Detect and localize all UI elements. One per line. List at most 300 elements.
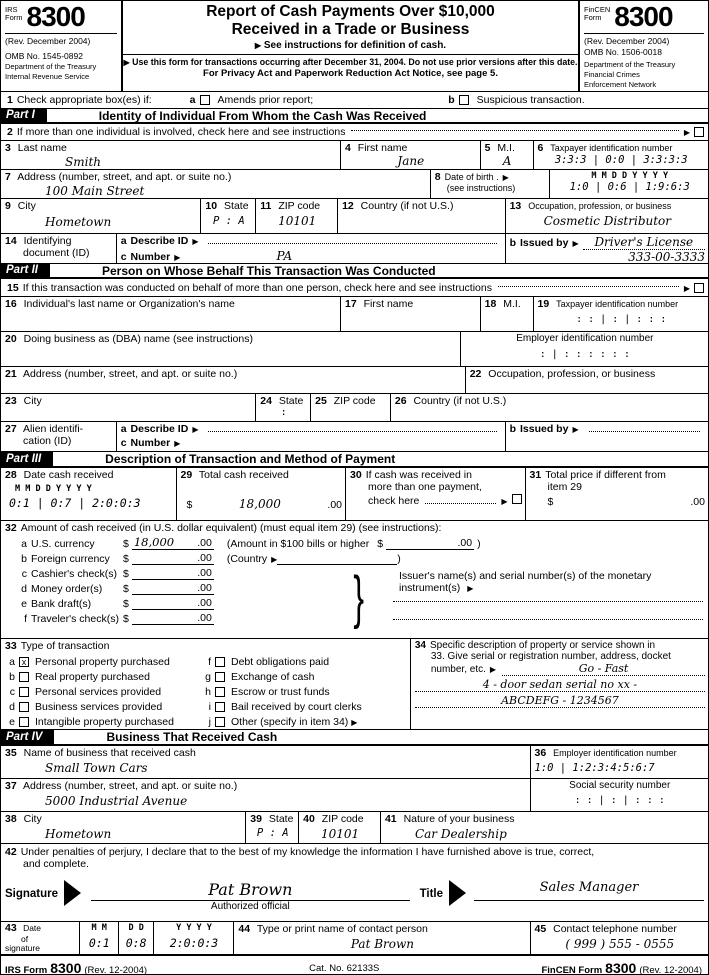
alien-describe-id-field[interactable] xyxy=(208,431,496,432)
line1a-letter: a xyxy=(189,94,196,106)
cents-label: .00 xyxy=(197,552,212,564)
line14b-letter: b xyxy=(509,237,516,249)
debt-obligations-checkbox[interactable] xyxy=(215,657,225,667)
part2-tag: Part II xyxy=(1,264,50,277)
business-name-cell xyxy=(1,746,530,778)
signature-date-dd[interactable]: 0:8 xyxy=(125,936,147,950)
signature-value[interactable]: Pat Brown xyxy=(91,880,410,901)
line10-number: 10 xyxy=(205,200,218,212)
arrow-icon xyxy=(351,716,357,728)
nature-of-business-label: Nature of your business xyxy=(403,813,515,825)
dba-cell xyxy=(1,332,460,366)
row-line-42-signature xyxy=(1,843,708,921)
line14c-letter: c xyxy=(120,251,127,263)
business-ssn-label: Social security number xyxy=(569,780,671,791)
address-label: Address (number, street, and apt. or suite no.) xyxy=(17,171,232,183)
cents-label: .00 xyxy=(197,537,212,549)
arrow-icon xyxy=(174,437,180,449)
address-value[interactable]: 100 Main Street xyxy=(45,184,145,198)
signature-row xyxy=(5,880,704,912)
line32a-extra: (Amount in $100 bills or higher xyxy=(226,537,370,550)
escrow-trust-checkbox[interactable] xyxy=(215,687,225,697)
business-city-label: City xyxy=(23,813,42,825)
business-zip-value[interactable]: 10101 xyxy=(320,827,360,841)
other-checkbox[interactable] xyxy=(215,717,225,727)
issuer-field-2[interactable] xyxy=(393,619,703,620)
row-lines-38-41 xyxy=(1,811,708,843)
item-c-letter: c xyxy=(9,685,15,698)
row-lines-23-26 xyxy=(1,393,708,421)
us-currency-value[interactable]: 18,000 xyxy=(133,535,175,549)
footer-irs-rev: (Rev. 12-2004) xyxy=(84,965,148,975)
business-address-cell xyxy=(1,779,530,811)
personal-services-label: Personal services provided xyxy=(35,685,162,698)
amends-prior-report-checkbox[interactable] xyxy=(200,95,210,105)
fincen-bureau2: Enforcement Network xyxy=(584,79,657,89)
last-name-label: Last name xyxy=(17,142,67,154)
city-cell xyxy=(1,199,200,233)
line14-number: 14 xyxy=(5,235,17,247)
footer-irs-number: 8300 xyxy=(50,960,82,975)
item-g-letter: g xyxy=(205,670,211,683)
signature-sublabel: Authorized official xyxy=(210,901,290,912)
dba-label: Doing business as (DBA) name (see instructions) xyxy=(23,333,253,345)
arrow-icon xyxy=(684,282,690,294)
p2-country-label: Country (if not U.S.) xyxy=(413,395,507,407)
other-label: Other (specify in item 34) xyxy=(231,715,349,728)
multiple-individuals-checkbox[interactable] xyxy=(694,127,704,137)
address-cell xyxy=(1,170,430,198)
title-field-block xyxy=(474,880,704,912)
item-j-letter: j xyxy=(208,715,211,728)
dollar-sign: $ xyxy=(186,499,193,511)
line32-label: Amount of cash received (in U.S. dollar equivalent) (must equal item 29) (see instructions): xyxy=(20,522,442,534)
form-title-line2: Received in a Trade or Business xyxy=(231,20,470,38)
business-ein-value[interactable]: 1:0 | 1:2:3:4:5:6:7 xyxy=(534,762,655,774)
row-line-27 xyxy=(1,421,708,451)
fincen-agency: FinCEN xyxy=(584,5,611,14)
total-cash-cell xyxy=(176,468,346,520)
first-name-cell xyxy=(340,141,480,169)
arrow-icon xyxy=(255,40,261,51)
business-ein-label: Employer identification number xyxy=(553,748,677,758)
last-name-value[interactable]: Smith xyxy=(65,155,101,169)
dob-value[interactable]: 1:0 | 0:6 | 1:9:6:3 xyxy=(569,181,690,193)
use-note: Use this form for transactions occurring after December 31, 2004. Do not use prior versions after this date. xyxy=(132,56,578,67)
id-number2-value[interactable]: 333-00-3333 xyxy=(628,250,705,263)
business-state-value[interactable]: P : A xyxy=(256,827,289,839)
business-ssn-cell xyxy=(530,779,709,811)
line1-label: Check appropriate box(es) if: xyxy=(16,94,152,106)
business-city-value[interactable]: Hometown xyxy=(45,827,112,841)
alien-id-number-label: Number xyxy=(130,437,171,449)
footer-fincen-pre: FinCEN Form xyxy=(541,965,603,975)
line27a-letter: a xyxy=(120,423,127,435)
arrow-icon xyxy=(572,237,578,249)
p2-address-cell xyxy=(1,367,465,393)
arrow-icon xyxy=(503,171,509,183)
zip-value[interactable]: 10101 xyxy=(278,214,317,228)
line31-label2: item 29 xyxy=(547,481,582,493)
total-price-cell xyxy=(525,468,708,520)
alien-id-label2: cation (ID) xyxy=(23,435,72,447)
dollar-sign: $ xyxy=(123,537,129,550)
part1-title: Identity of Individual From Whom the Cash Was Received xyxy=(98,108,427,123)
contact-person-cell xyxy=(233,922,529,954)
row-line-14 xyxy=(1,233,708,263)
contact-phone-value[interactable]: ( 999 ) 555 - 0555 xyxy=(565,937,675,951)
occupation-cell xyxy=(505,199,708,233)
line28-number: 28 xyxy=(5,469,17,481)
line17-number: 17 xyxy=(345,298,357,310)
arrow-icon xyxy=(572,423,578,435)
mi-label: M.I. xyxy=(497,142,515,154)
issuer-block xyxy=(399,570,702,594)
part4-tag: Part IV xyxy=(1,730,54,744)
title-value[interactable]: Sales Manager xyxy=(474,880,704,901)
line1-number: 1 xyxy=(7,94,13,106)
line43-label3: signature xyxy=(5,942,40,953)
mm-header: M M xyxy=(91,923,107,933)
part3-tag: Part III xyxy=(1,452,53,466)
part4-title: Business That Received Cash xyxy=(106,730,278,744)
part1-bar xyxy=(1,108,708,123)
foreign-currency-label: Foreign currency xyxy=(31,552,110,565)
item-d-letter: d xyxy=(9,700,15,713)
description-value-2[interactable]: 4 - door sedan serial no xx - xyxy=(415,678,705,692)
business-name-value[interactable]: Small Town Cars xyxy=(45,761,148,775)
line25-number: 25 xyxy=(315,395,327,407)
line29-number: 29 xyxy=(180,469,193,481)
row-lines-35-36 xyxy=(1,745,708,778)
country-label: Country (if not U.S.) xyxy=(360,200,454,212)
line39-number: 39 xyxy=(250,813,262,825)
cents-label: .00 xyxy=(197,582,212,594)
signature-date-dd-cell xyxy=(118,922,153,954)
line26-number: 26 xyxy=(394,395,407,407)
intangible-property-checkbox[interactable] xyxy=(19,717,29,727)
dollar-sign: $ xyxy=(123,552,129,565)
business-ein-cell xyxy=(530,746,709,778)
line4-number: 4 xyxy=(345,142,351,154)
id-number-value[interactable]: PA xyxy=(276,249,293,263)
p2-ein-label: Employer identification number xyxy=(516,333,654,344)
line31-number: 31 xyxy=(529,469,542,481)
business-state-label: State xyxy=(268,813,294,825)
fincen-omb: OMB No. 1506-0018 xyxy=(584,47,662,58)
real-property-label: Real property purchased xyxy=(35,670,150,683)
state-cell xyxy=(200,199,255,233)
business-name-label: Name of business that received cash xyxy=(23,747,196,759)
signature-date-mm[interactable]: 0:1 xyxy=(88,936,110,950)
dot-leader xyxy=(498,286,679,287)
line19-number: 19 xyxy=(537,298,550,310)
city-value[interactable]: Hometown xyxy=(45,215,112,229)
line33-number: 33 xyxy=(5,640,17,652)
irs-form-number: 8300 xyxy=(26,1,85,32)
tin-label: Taxpayer identification number xyxy=(550,143,673,153)
multiple-payments-checkbox[interactable] xyxy=(512,494,522,504)
business-zip-label: ZIP code xyxy=(321,813,364,825)
signature-date-yyyy[interactable]: 2:0:0:3 xyxy=(169,936,219,950)
mi-value[interactable]: A xyxy=(502,154,512,168)
line32b-letter: b xyxy=(21,552,27,565)
row-lines-7-8 xyxy=(1,169,708,198)
date-cash-received-cell xyxy=(1,468,176,520)
exchange-of-cash-checkbox[interactable] xyxy=(215,672,225,682)
p2-tin-label: Taxpayer identification number xyxy=(556,299,679,309)
line42-number: 42 xyxy=(5,846,17,858)
alien-id-mid-cell xyxy=(116,422,505,451)
line24-number: 24 xyxy=(260,395,272,407)
row-line-32 xyxy=(1,520,708,638)
city-label: City xyxy=(17,200,36,212)
part1-tag: Part I xyxy=(1,109,47,122)
id-number-label: Number xyxy=(130,251,171,263)
row-lines-33-34 xyxy=(1,638,708,729)
arrow-icon xyxy=(192,423,198,435)
contact-phone-label: Contact telephone number xyxy=(553,923,677,935)
row-line-2 xyxy=(1,123,708,140)
line27c-letter: c xyxy=(120,437,127,449)
part2-bar xyxy=(1,263,708,278)
cents-label: .00 xyxy=(197,567,212,579)
line38-number: 38 xyxy=(5,813,17,825)
signature-date-yyyy-cell xyxy=(153,922,234,954)
fincen-form-word: Form xyxy=(584,13,602,23)
type-of-transaction-label: Type of transaction xyxy=(20,640,110,652)
tin-value[interactable]: 3:3:3 | 0:0 | 3:3:3:3 xyxy=(554,154,688,166)
description-value-1[interactable]: Go - Fast xyxy=(502,662,705,676)
row-lines-21-22 xyxy=(1,366,708,393)
line34-label2: 33. Give serial or registration number, address, docket xyxy=(430,651,671,662)
line27-number: 27 xyxy=(5,423,17,435)
line41-number: 41 xyxy=(384,813,397,825)
escrow-trust-label: Escrow or trust funds xyxy=(231,685,330,698)
date-cash-value[interactable]: 0:1 | 0:7 | 2:0:0:3 xyxy=(9,496,141,510)
brace-icon: } xyxy=(353,565,365,630)
dob-label-cell xyxy=(430,170,550,198)
line32-number: 32 xyxy=(5,522,17,534)
line43-label1: Date xyxy=(23,923,42,933)
arrow-icon xyxy=(501,495,507,507)
part2-title: Person on Whose Behalf This Transaction Was Conducted xyxy=(101,263,436,278)
business-state-cell xyxy=(245,812,298,843)
line32b-close: ) xyxy=(397,552,401,565)
debt-obligations-label: Debt obligations paid xyxy=(231,655,330,668)
row-line-15 xyxy=(1,278,708,296)
line32a-close: ) xyxy=(477,537,481,550)
line21-number: 21 xyxy=(5,368,17,380)
irs-bureau: Internal Revenue Service xyxy=(5,71,90,81)
signature-arrow-icon xyxy=(64,880,81,906)
line36-number: 36 xyxy=(534,747,547,759)
suspicious-transaction-checkbox[interactable] xyxy=(459,95,469,105)
irs-dept: Department of the Treasury xyxy=(5,62,97,72)
line16-number: 16 xyxy=(5,298,17,310)
first-name-value[interactable]: Jane xyxy=(397,154,425,168)
country-field[interactable] xyxy=(277,553,397,565)
item-h-letter: h xyxy=(205,685,211,698)
describe-id-field[interactable] xyxy=(208,243,496,244)
id-doc-issued-cell xyxy=(505,234,708,263)
dob-label: Date of birth . xyxy=(444,172,499,182)
line34-number: 34 xyxy=(414,640,426,651)
footer-irs-pre: IRS Form xyxy=(5,965,48,975)
issued-by-label: Issued by xyxy=(520,237,569,249)
line34-label1: Specific description of property or service shown in xyxy=(429,640,656,651)
row-line-20 xyxy=(1,331,708,366)
p2-zip-label: ZIP code xyxy=(333,395,376,407)
fincen-dept: Department of the Treasury xyxy=(584,60,676,70)
irs-form-box xyxy=(1,1,121,91)
line23-number: 23 xyxy=(5,395,17,407)
line45-number: 45 xyxy=(534,923,547,935)
mi-cell xyxy=(480,141,533,169)
description-value-3[interactable]: ABCDEFG - 1234567 xyxy=(415,694,705,708)
line43-label2: of xyxy=(21,933,29,944)
fincen-form-box xyxy=(580,1,708,91)
footer-fincen-rev: (Rev. 12-2004) xyxy=(639,965,702,975)
id-doc-label2: document (ID) xyxy=(23,247,90,259)
alien-id-label-cell xyxy=(1,422,116,451)
signature-date-mm-cell xyxy=(79,922,118,954)
row-line-1 xyxy=(1,91,708,108)
line3-number: 3 xyxy=(5,142,11,154)
alien-issued-by-label: Issued by xyxy=(520,423,569,435)
line30-label1: If cash was received in xyxy=(365,469,472,481)
dollar-sign: $ xyxy=(547,496,554,508)
contact-person-label: Type or print name of contact person xyxy=(256,923,428,935)
signature-field-block xyxy=(91,880,410,912)
footer-fincen-number: 8300 xyxy=(605,960,637,975)
p2-city-cell xyxy=(1,394,255,421)
signature-label: Signature xyxy=(5,888,59,900)
item-f-letter: f xyxy=(208,655,211,668)
irs-omb: OMB No. 1545-0892 xyxy=(5,51,83,62)
description-cell xyxy=(410,639,708,729)
p2-ein-field[interactable]: : | : : : : : : xyxy=(539,349,630,360)
form-header xyxy=(1,1,708,91)
contact-person-value[interactable]: Pat Brown xyxy=(350,937,414,951)
line30-number: 30 xyxy=(350,469,362,481)
nature-of-business-value[interactable]: Car Dealership xyxy=(414,827,507,841)
line18-number: 18 xyxy=(484,298,497,310)
date-cash-received-label: Date cash received xyxy=(23,469,114,481)
line34-label3: number, etc. xyxy=(430,664,486,675)
exchange-of-cash-label: Exchange of cash xyxy=(231,670,315,683)
occupation-value[interactable]: Cosmetic Distributor xyxy=(543,214,672,228)
p2-mi-label: M.I. xyxy=(503,298,521,310)
p2-ein-cell xyxy=(460,332,708,366)
p2-occupation-label: Occupation, profession, or business xyxy=(488,368,656,380)
irs-form-word: Form xyxy=(5,13,23,23)
issued-by-value[interactable]: Driver's License xyxy=(583,235,705,250)
footer-catalog-number: Cat. No. 62133S xyxy=(309,963,380,974)
row-lines-43-45 xyxy=(1,921,708,954)
line30-label3: check here xyxy=(368,495,420,507)
line15-label: If this transaction was conducted on behalf of more than one person, check here and see instructions xyxy=(22,281,492,294)
arrow-icon xyxy=(124,57,130,67)
business-services-label: Business services provided xyxy=(35,700,163,713)
business-address-label: Address (number, street, and apt. or suite no.) xyxy=(23,780,238,792)
see-note: See instructions for definition of cash. xyxy=(263,39,447,51)
part3-bar xyxy=(1,451,708,467)
alien-id-label1: Alien identifi- xyxy=(23,423,84,435)
p2-state-label: State xyxy=(278,395,304,407)
p2-mi-cell xyxy=(480,297,533,331)
fincen-bureau1: Financial Crimes xyxy=(584,69,640,79)
yyyy-header: Y Y Y Y xyxy=(176,923,212,933)
row-lines-16-19 xyxy=(1,296,708,331)
bail-received-checkbox[interactable] xyxy=(215,702,225,712)
dollar-sign: $ xyxy=(123,582,129,595)
line13-number: 13 xyxy=(509,200,522,212)
line1b-label: Suspicious transaction. xyxy=(476,94,585,106)
p2-country-cell xyxy=(390,394,708,421)
personal-property-checkbox[interactable]: x xyxy=(19,657,29,667)
country-cell xyxy=(337,199,505,233)
zip-label: ZIP code xyxy=(278,200,321,212)
state-value[interactable]: P : A xyxy=(213,215,245,227)
alien-describe-id-label: Describe ID xyxy=(130,423,189,435)
privacy-note: For Privacy Act and Paperwork Reduction Act Notice, see page 5. xyxy=(203,67,498,79)
form-title-block xyxy=(121,1,580,91)
cashiers-check-label: Cashier's check(s) xyxy=(31,567,118,580)
cents-label: .00 xyxy=(197,612,212,624)
behalf-multiple-persons-checkbox[interactable] xyxy=(694,283,704,293)
org-last-name-cell xyxy=(1,297,340,331)
bank-draft-label: Bank draft(s) xyxy=(31,597,92,610)
line32f-letter: f xyxy=(24,612,27,625)
total-cash-value[interactable]: 18,000 xyxy=(238,497,281,511)
line6-number: 6 xyxy=(537,142,544,154)
alien-issued-cell xyxy=(505,422,708,451)
item-e-letter: e xyxy=(9,715,15,728)
title-label: Title xyxy=(419,888,443,900)
date-cash-grid-header: M M D D Y Y Y Y xyxy=(15,484,92,494)
business-services-checkbox[interactable] xyxy=(19,702,29,712)
business-city-cell xyxy=(1,812,245,843)
part4-bar xyxy=(1,729,708,745)
p2-first-name-cell xyxy=(340,297,480,331)
business-zip-cell xyxy=(298,812,380,843)
p2-state-field[interactable]: : xyxy=(280,407,287,418)
line1b-letter: b xyxy=(448,94,455,106)
dd-header: D D xyxy=(128,923,144,933)
id-doc-mid-cell xyxy=(116,234,505,263)
personal-services-checkbox[interactable] xyxy=(19,687,29,697)
nature-of-business-cell xyxy=(380,812,708,843)
last-name-cell xyxy=(1,141,340,169)
intangible-property-label: Intangible property purchased xyxy=(35,715,174,728)
alien-issued-by-field[interactable] xyxy=(589,431,700,432)
line14a-letter: a xyxy=(120,235,127,247)
p2-tin-field[interactable]: : : | : | : : : xyxy=(576,314,667,325)
issuer-label: Issuer's name(s) and serial number(s) of the monetary instrument(s) xyxy=(399,570,652,594)
business-address-value[interactable]: 5000 Industrial Avenue xyxy=(45,794,188,808)
issuer-field-1[interactable] xyxy=(393,601,703,602)
real-property-checkbox[interactable] xyxy=(19,672,29,682)
dot-leader xyxy=(351,130,678,131)
row-lines-28-31 xyxy=(1,467,708,520)
arrow-icon xyxy=(174,251,180,263)
line5-number: 5 xyxy=(484,142,491,154)
business-ssn-field[interactable]: : : | : | : : : xyxy=(574,795,665,806)
item-b-letter: b xyxy=(9,670,15,683)
tin-cell xyxy=(533,141,709,169)
travelers-check-label: Traveler's check(s) xyxy=(31,612,119,625)
